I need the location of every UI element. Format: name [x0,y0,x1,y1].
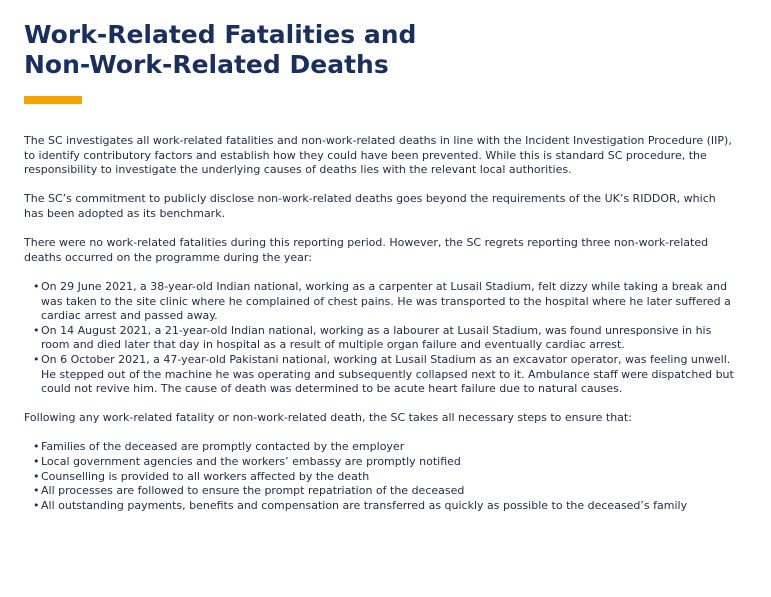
page-title [24,20,736,80]
paragraph-reporting: There were no work-related fatalities during this reporting period. However, the SC regrets reporting three non-work-related deaths occurred on the programme during the year: [24,236,709,264]
bullet-icon: • [33,484,40,498]
document-page [24,20,736,528]
list-item [24,455,736,470]
list-item [24,280,736,324]
bullet-icon: • [33,279,40,293]
list-item-text: Counselling is provided to all workers affected by the death [41,469,370,483]
page-title-line-2: Non-Work-Related Deaths [24,50,389,79]
steps-list [24,440,736,513]
list-item [24,484,736,499]
list-item-text: On 14 August 2021, a 21-year-old Indian national, working as a labourer at Lusail Stadium, was found unresponsive in his room and died later that day in hospital as a result of multiple organ failure and eventually cardiac arrest. [41,323,712,352]
deaths-list [24,280,736,397]
list-item [24,499,736,514]
page-title-line-1: Work-Related Fatalities and [24,20,417,49]
bullet-icon: • [33,440,40,454]
paragraph-following: Following any work-related fatality or non-work-related death, the SC takes all necessary steps to ensure that: [24,411,632,425]
list-item [24,324,736,353]
bullet-icon: • [33,352,40,366]
list-item-text: Families of the deceased are promptly contacted by the employer [41,440,405,454]
bullet-icon: • [33,455,40,469]
list-item-text: Local government agencies and the workers’ embassy are promptly notified [41,455,461,469]
list-item [24,440,736,455]
bullet-icon: • [33,323,40,337]
paragraph-investigation: The SC investigates all work-related fatalities and non-work-related deaths in line with the Incident Investigation Procedure (IIP), to identify contributory factors and establish how they could have been prevented. While this is standard SC procedure, the responsibility to investigate the underlying causes of deaths lies with the relevant local authorities. [24,134,732,177]
list-item [24,353,736,397]
list-item-text: On 29 June 2021, a 38-year-old Indian national, working as a carpenter at Lusail Stadium, felt dizzy while taking a break and was taken to the site clinic where he complained of chest pains. He was transported to the hospital where he later suffered a cardiac arrest and passed away. [41,279,731,323]
list-item [24,470,736,485]
bullet-icon: • [33,469,40,483]
title-accent-bar [24,96,82,104]
bullet-icon: • [33,498,40,512]
list-item-text: All processes are followed to ensure the prompt repatriation of the deceased [41,484,465,498]
body-text [24,134,736,513]
list-item-text: All outstanding payments, benefits and compensation are transferred as quickly as possible to the deceased’s family [41,498,688,512]
list-item-text: On 6 October 2021, a 47-year-old Pakistani national, working at Lusail Stadium as an excavator operator, was feeling unwell. He stepped out of the machine he was operating and subsequently collapsed next to it. Ambulance staff were dispatched but could not revive him. The cause of death was determined to be acute heart failure due to natural causes. [41,352,734,396]
paragraph-disclosure: The SC’s commitment to publicly disclose non-work-related deaths goes beyond the requirements of the UK’s RIDDOR, which has been adopted as its benchmark. [24,192,716,220]
